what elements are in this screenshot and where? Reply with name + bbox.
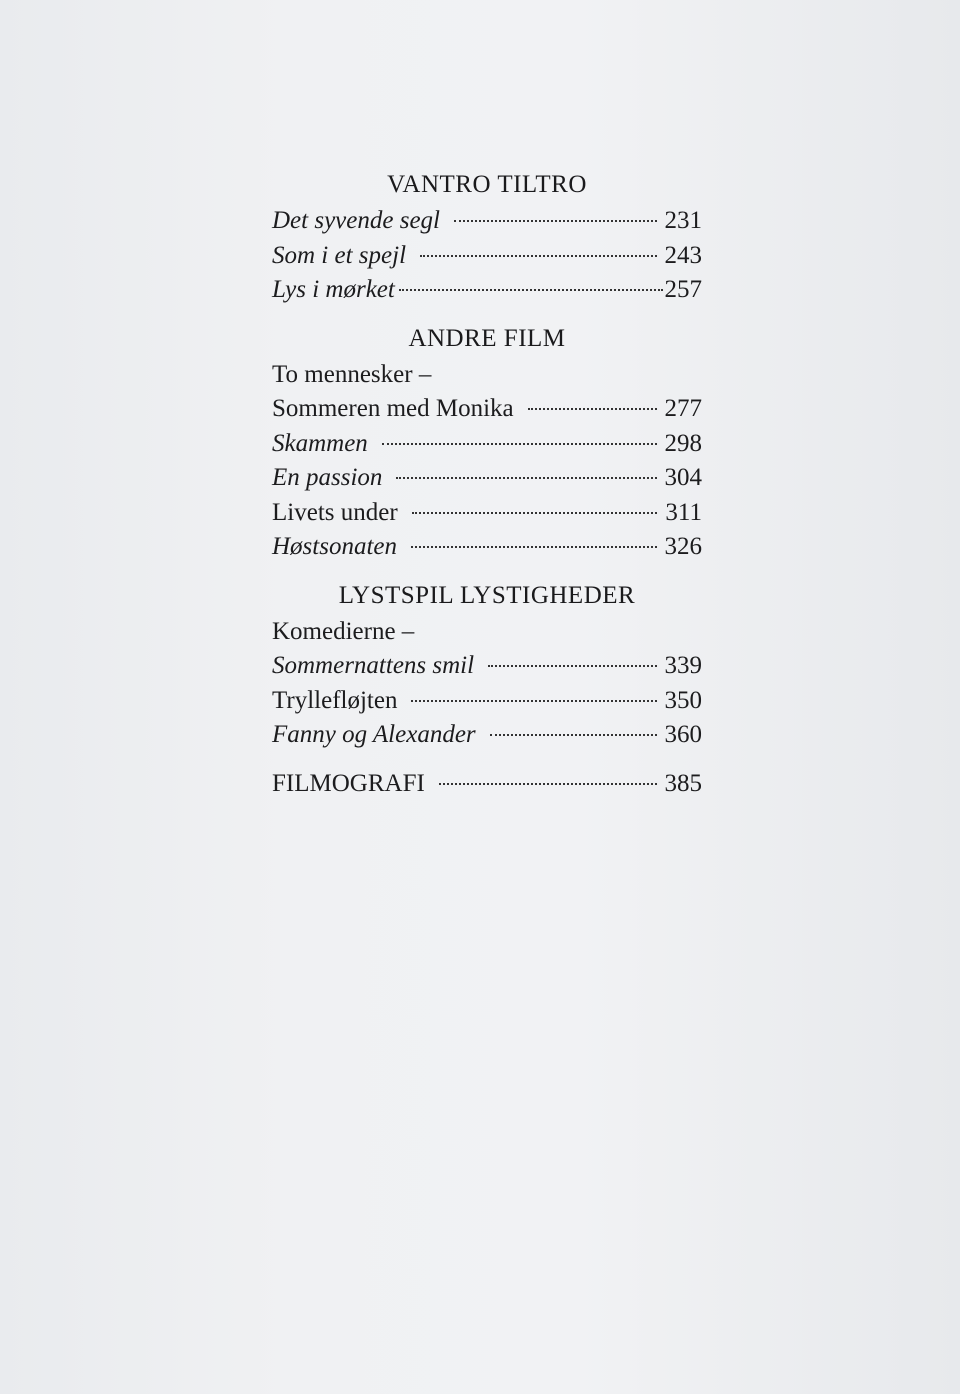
entry-title: Skammen [272,429,368,457]
dot-leader [454,220,657,222]
dot-leader [411,546,657,548]
toc-entry [272,239,702,274]
toc-entry [272,649,702,684]
dot-leader [488,665,656,667]
dot-leader [528,408,657,410]
entry-page-number: 350 [664,686,702,714]
entry-title: Lys i mørket [272,276,395,303]
toc-entry [272,392,702,427]
entry-title: Fanny og Alexander [272,721,476,748]
toc-entry [272,718,702,753]
toc-entry [272,204,702,239]
entry-page-number: 298 [664,429,702,457]
entry-page-number: 339 [664,652,702,679]
toc-entry [272,461,702,496]
dot-leader [382,443,657,445]
entry-page-number: 243 [664,241,702,269]
entry-title: En passion [272,464,383,491]
toc-entry [272,427,702,462]
entry-title: Sommernattens smil [272,652,475,679]
entry-page-number: 304 [664,464,702,491]
dot-leader [439,783,657,785]
section-heading: ANDRE FILM [408,324,566,352]
section-vantro-tiltro [272,168,702,308]
entry-title: Livets under [272,498,398,526]
table-of-contents [272,168,702,801]
section-lystspil-lystigheder [272,579,702,753]
toc-entry [272,530,702,565]
entry-title: Tryllefløjten [272,686,398,714]
dot-leader [490,734,657,736]
entry-title: Som i et spejl [272,241,407,269]
entry-title: Høstsonaten [272,533,397,560]
dot-leader [399,289,663,291]
section-intro: Komedierne – [272,617,415,645]
entry-page-number: 277 [664,395,702,422]
section-heading: LYSTSPIL LYSTIGHEDER [338,581,636,609]
dot-leader [420,255,656,257]
entry-page-number: 231 [664,207,702,234]
entry-title: FILMOGRAFI [272,769,425,797]
entry-title: Det syvende segl [272,207,440,234]
toc-entry [272,684,702,719]
dot-leader [411,700,656,702]
entry-title: Sommeren med Monika [272,395,514,422]
entry-page-number: 385 [664,769,702,797]
entry-page-number: 257 [664,276,702,303]
toc-entry [272,496,702,531]
toc-entry-filmografi [272,767,702,802]
entry-page-number: 360 [664,721,702,748]
section-andre-film [272,322,702,565]
toc-entry [272,273,702,308]
dot-leader [396,477,656,479]
section-intro: To mennesker – [272,360,432,388]
dot-leader [412,512,658,514]
entry-page-number: 326 [664,533,702,560]
section-heading: VANTRO TILTRO [387,171,587,198]
entry-page-number: 311 [665,498,702,526]
